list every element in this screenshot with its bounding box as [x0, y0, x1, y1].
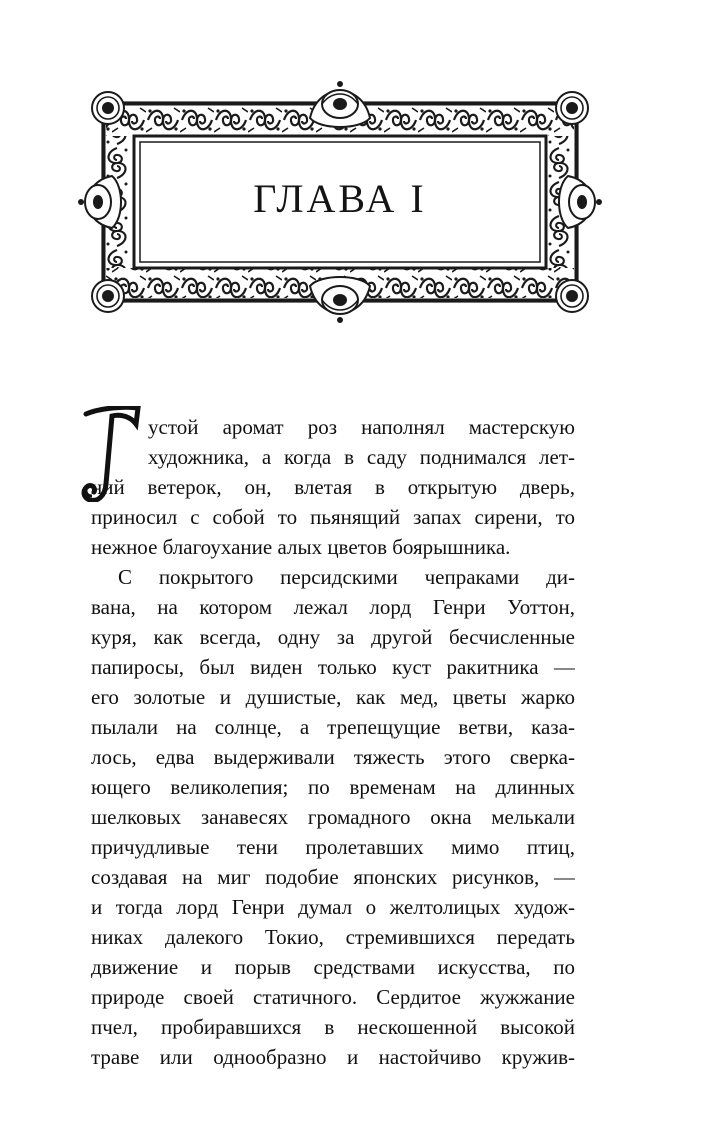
text-line: С покрытого персидскими чепраками ди- — [118, 565, 575, 589]
text-line: ний ветерок, он, влетая в открытую дверь, — [91, 475, 575, 499]
text-line: причудливые тени пролетавших мимо птиц, — [91, 835, 575, 859]
text-line: приносил с собой то пьянящий запах сирени, то — [91, 505, 575, 529]
text-line: никах далекого Токио, стремившихся передать — [91, 925, 575, 949]
text-line: пылали на солнце, а трепещущие ветви, каза- — [91, 715, 575, 739]
text-line: вана, на котором лежал лорд Генри Уоттон, — [91, 595, 575, 619]
text-line: его золотые и душистые, как мед, цветы жарко — [91, 685, 575, 709]
text-line: папиросы, был виден только куст ракитника — — [91, 655, 575, 679]
text-line: пчел, пробиравшихся в нескошенной высокой — [91, 1015, 575, 1039]
text-line: ющего великолепия; по временам на длинных — [91, 775, 575, 799]
text-line: художника, а когда в саду поднимался лет- — [148, 445, 575, 469]
text-line: движение и порыв средствами искусства, по — [91, 955, 575, 979]
text-line: и тогда лорд Генри думал о желтолицых худож- — [91, 895, 575, 919]
text-line: нежное благоухание алых цветов боярышника. — [91, 535, 511, 559]
text-line: устой аромат роз наполнял мастерскую — [148, 415, 575, 439]
chapter-title: ГЛАВА I — [253, 176, 427, 221]
text-line: природе своей статичного. Сердитое жужжание — [91, 985, 575, 1009]
text-line: шелковых занавесях громадного окна мелькали — [91, 805, 575, 829]
text-line: лось, едва выдерживали тяжесть этого сверка- — [91, 745, 575, 769]
text-line: траве или однообразно и настойчиво кружив- — [91, 1045, 575, 1069]
chapter-header-frame — [78, 78, 602, 326]
text-line: создавая на миг подобие японских рисунков, — — [91, 865, 575, 889]
text-line: куря, как всегда, одну за другой бесчисленные — [91, 625, 575, 649]
body-text — [91, 412, 575, 1072]
